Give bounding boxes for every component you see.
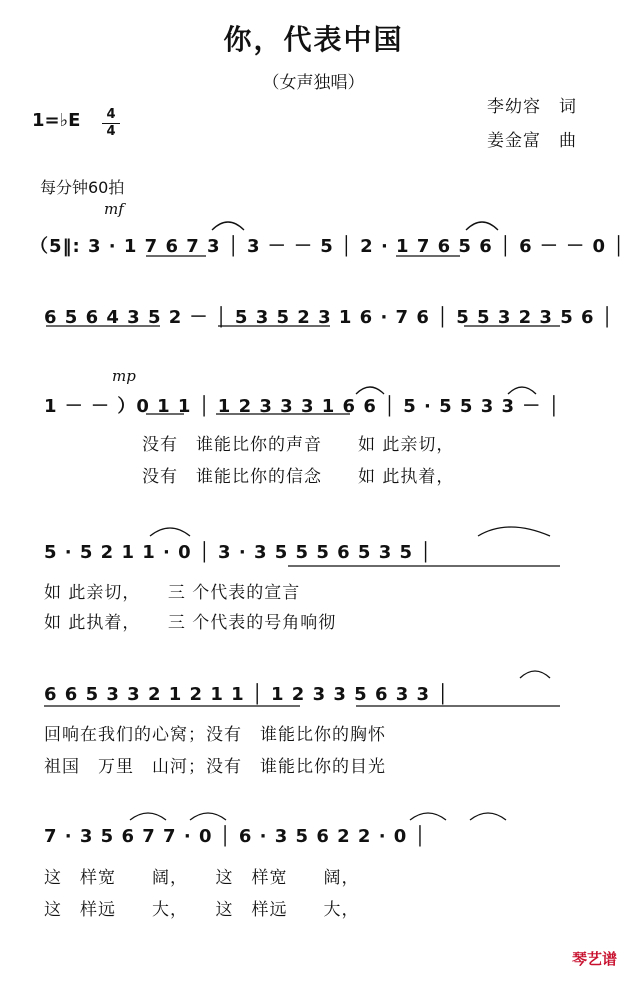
lyric-line-6b: 这 样远 大， 这 样远 大， xyxy=(44,900,360,920)
slur-mark xyxy=(150,528,190,536)
lyric-line-3b: 没有 谁能比你的信念 如 此执着， xyxy=(142,467,455,487)
notation-line-6: 7 · 3 5 6 7 7 · 0 │ 6 · 3 5 6 2 2 · 0 │ xyxy=(44,826,427,847)
slur-mark xyxy=(130,813,166,820)
time-signature-bottom: 4 xyxy=(106,124,116,139)
slur-mark xyxy=(470,813,506,820)
slur-mark xyxy=(466,222,498,230)
slur-mark xyxy=(356,387,384,394)
tempo-marking: 每分钟60拍 xyxy=(40,178,125,197)
watermark-logo: 琴艺谱 xyxy=(571,950,617,968)
lyric-line-4a: 如 此亲切， 三 个代表的宣言 xyxy=(44,583,301,603)
slur-mark xyxy=(410,813,446,820)
slur-mark xyxy=(478,527,550,536)
lyric-line-5b: 祖国 万里 山河；没有 谁能比你的目光 xyxy=(44,757,386,777)
time-signature-top: 4 xyxy=(106,107,116,122)
notation-line-3: 1 － － ）0 1 1 │ 1 2 3 3 3 1 6 6 │ 5 · 5 5 3 3 － │ xyxy=(44,396,561,417)
lyric-line-4b: 如 此执着， 三 个代表的号角响彻 xyxy=(44,613,337,633)
lyricist-credit: 李幼容 词 xyxy=(487,97,577,117)
page-title: 你，代表中国 xyxy=(223,23,404,56)
dynamic-mf: mf xyxy=(104,200,124,218)
subtitle: （女声独唱） xyxy=(262,73,365,93)
key-signature: 1=♭E xyxy=(32,110,81,131)
slur-mark xyxy=(520,671,550,678)
dynamic-mp: mp xyxy=(112,367,136,385)
notation-line-5: 6 6 5 3 3 2 1 2 1 1 │ 1 2 3 3 5 6 3 3 │ xyxy=(44,684,450,705)
notation-line-2: 6 5 6 4 3 5 2 － │ 5 3 5 2 3 1 6 · 7 6 │ 5 5 3 2 3 5 6 │ xyxy=(44,307,614,328)
slur-mark xyxy=(190,813,226,820)
slur-mark xyxy=(508,387,536,394)
lyric-line-5a: 回响在我们的心窝；没有 谁能比你的胸怀 xyxy=(44,725,386,745)
notation-line-1: （5‖: 3 · 1 7 6 7 3 │ 3 － － 5 │ 2 · 1 7 6 5 6 │ 6 － － 0 │ xyxy=(30,236,626,257)
composer-credit: 姜金富 曲 xyxy=(487,131,577,151)
lyric-line-3a: 没有 谁能比你的声音 如 此亲切， xyxy=(142,435,455,455)
lyric-line-6a: 这 样宽 阔， 这 样宽 阔， xyxy=(44,868,360,888)
slur-mark xyxy=(212,222,244,230)
notation-line-4: 5 · 5 2 1 1 · 0 │ 3 · 3 5 5 5 6 5 3 5 │ xyxy=(44,542,433,563)
